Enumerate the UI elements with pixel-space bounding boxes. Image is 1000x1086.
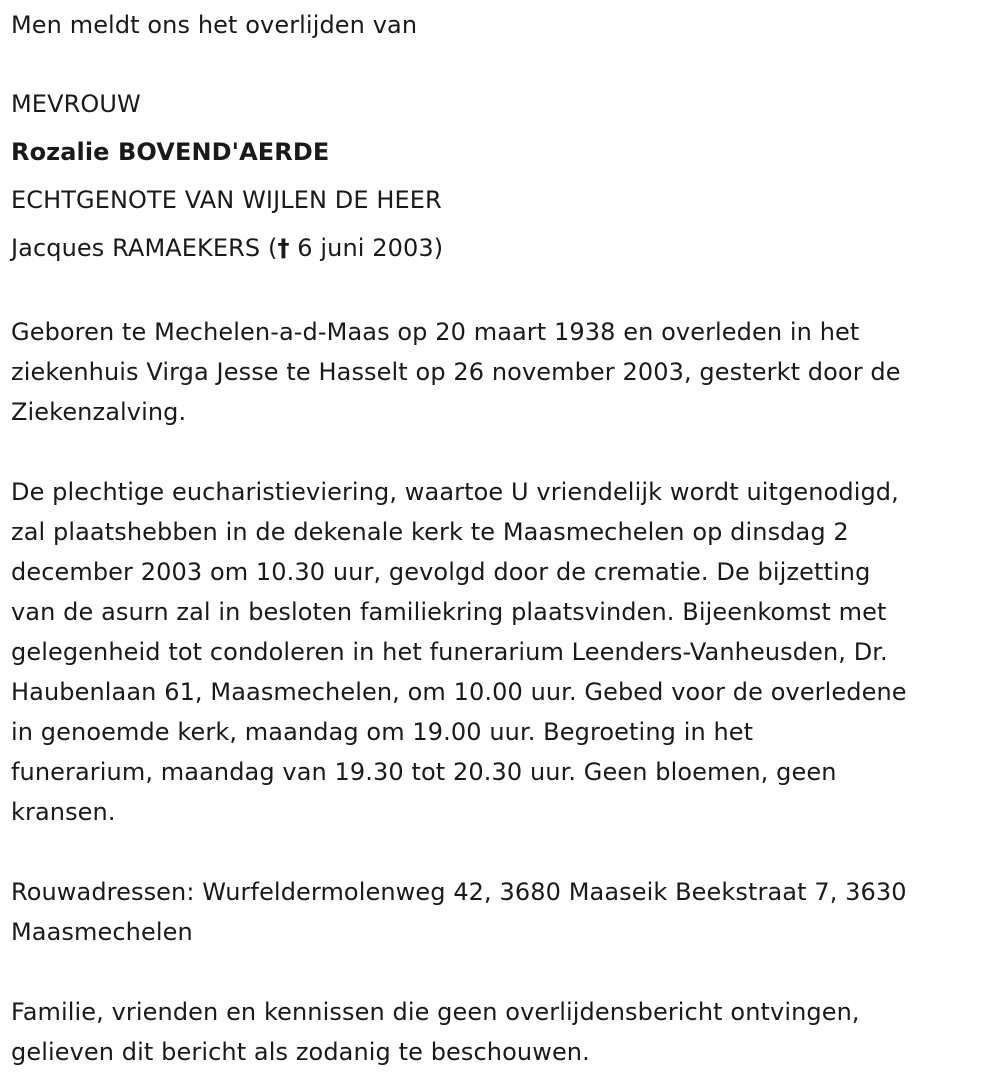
paragraph-line: december 2003 om 10.30 uur, gevolgd door de crematie. De bijzetting (11, 558, 871, 586)
paragraph-line: Maasmechelen (11, 918, 193, 946)
paragraph-line: Geboren te Mechelen-a-d-Maas op 20 maart 1938 en overleden in het (11, 318, 860, 346)
spouse-line (11, 224, 991, 272)
spouse-name: Jacques RAMAEKERS ( (11, 234, 278, 262)
paragraph-line: ziekenhuis Virga Jesse te Hasselt op 26 november 2003, gesterkt door de (11, 358, 901, 386)
death-notice (11, 0, 991, 1072)
birth-paragraph (11, 312, 991, 432)
paragraph-line: zal plaatshebben in de dekenale kerk te Maasmechelen op dinsdag 2 (11, 518, 849, 546)
paragraph-line: gelieven dit bericht als zodanig te beschouwen. (11, 1038, 590, 1066)
paragraph-line: De plechtige eucharistieviering, waartoe U vriendelijk wordt uitgenodigd, (11, 478, 899, 506)
paragraph-line: van de asurn zal in besloten familiekring plaatsvinden. Bijeenkomst met (11, 598, 887, 626)
spacer (11, 432, 991, 472)
paragraph-line: gelegenheid tot condoleren in het funerarium Leenders-Vanheusden, Dr. (11, 638, 888, 666)
cross-icon: † (277, 234, 290, 262)
spacer (11, 45, 991, 80)
intro-line: Men meldt ons het overlijden van (11, 11, 418, 39)
paragraph-line: kransen. (11, 798, 116, 826)
paragraph-line: in genoemde kerk, maandag om 19.00 uur. Begroeting in het (11, 718, 754, 746)
paragraph-line: Ziekenzalving. (11, 398, 187, 426)
spacer (11, 272, 991, 312)
paragraph-line: Familie, vrienden en kennissen die geen overlijdensbericht ontvingen, (11, 998, 860, 1026)
closing-paragraph (11, 992, 991, 1072)
spacer (11, 832, 991, 872)
deceased-name: Rozalie BOVEND'AERDE (11, 138, 330, 166)
title-line: MEVROUW (11, 90, 141, 118)
spacer (11, 952, 991, 992)
address-paragraph (11, 872, 991, 952)
spouse-label: ECHTGENOTE VAN WIJLEN DE HEER (11, 186, 442, 214)
spouse-death-date: 6 juni 2003) (289, 234, 444, 262)
paragraph-line: funerarium, maandag van 19.30 tot 20.30 uur. Geen bloemen, geen (11, 758, 837, 786)
paragraph-line: Rouwadressen: Wurfeldermolenweg 42, 3680 Maaseik Beekstraat 7, 3630 (11, 878, 907, 906)
ceremony-paragraph (11, 472, 991, 832)
paragraph-line: Haubenlaan 61, Maasmechelen, om 10.00 uur. Gebed voor de overledene (11, 678, 907, 706)
